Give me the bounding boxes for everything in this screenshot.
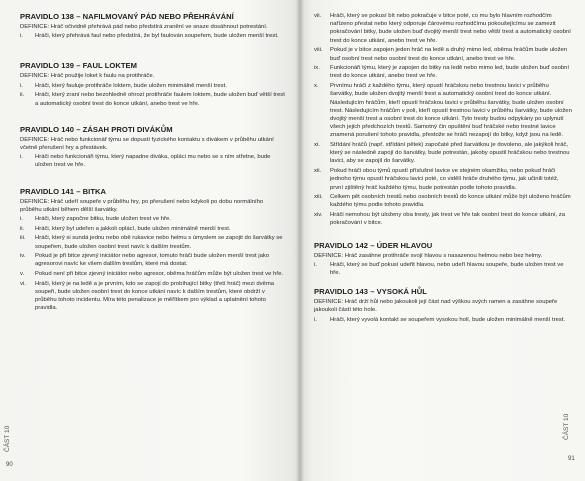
rule-item bbox=[20, 91, 286, 107]
item-number: iii. bbox=[20, 235, 26, 242]
item-number: xiv. bbox=[314, 212, 323, 219]
rule-item bbox=[314, 82, 573, 139]
rule-title: PRAVIDLO 141 – BITKA bbox=[20, 186, 107, 196]
rule-definition: DEFINICE: Hráč nebo funkcionář týmu se dopustí fyzického kontaktu s divákem v průběhu utkání včetně přerušení hry a přestávek. bbox=[20, 136, 274, 151]
page-number: 91 bbox=[568, 456, 575, 462]
rule-141-continued bbox=[314, 12, 573, 228]
rule-item bbox=[20, 234, 286, 250]
page-number: 90 bbox=[6, 462, 13, 468]
item-number: i. bbox=[314, 316, 317, 323]
right-page bbox=[300, 0, 585, 481]
item-number: x. bbox=[314, 83, 319, 90]
rule-item bbox=[314, 64, 573, 80]
rule-definition: DEFINICE: Hráč očividně přehrává pád nebo předstírá zranění ve snaze dosáhnout potrestání. bbox=[20, 24, 268, 30]
rule-title: PRAVIDLO 143 – VYSOKÁ HŮL bbox=[314, 287, 427, 297]
item-number: i. bbox=[20, 215, 23, 222]
rule-definition: DEFINICE: Hráč použije loket k faulu na protihráče. bbox=[20, 73, 155, 80]
rule-141 bbox=[20, 187, 286, 313]
rule-142 bbox=[314, 241, 573, 278]
item-text: Celkem pět osobních trestů nebo osobních trestů do konce utkání může být uloženo hráčům každého týmu podle tohoto pravidla. bbox=[330, 194, 571, 209]
item-number: i. bbox=[314, 261, 317, 268]
rule-item bbox=[20, 32, 286, 40]
rule-items bbox=[20, 82, 286, 108]
item-number: vi. bbox=[20, 280, 26, 287]
rule-title: PRAVIDLO 138 – NAFILMOVANÝ PÁD NEBO PŘEHRÁVÁNÍ bbox=[20, 12, 234, 21]
chapter-label: ČÁST 10 bbox=[563, 413, 570, 440]
item-text: Pokud není při bitce zjevný iniciátor nebo agresor, oběma hráčům může být uložen trest ve hře. bbox=[35, 271, 284, 278]
rule-items bbox=[20, 32, 286, 40]
rule-item bbox=[20, 252, 286, 268]
rule-definition: DEFINICE: Hráč zasáhne protihráče svojí hlavou s nasazenou helmou nebo bez helmy. bbox=[314, 252, 543, 259]
rule-items bbox=[314, 316, 573, 324]
rule-items bbox=[314, 261, 573, 277]
item-text: Pokud je v bitce zapojen jeden hráč na ledě a druhý mimo led, oběma hráčům bude uložen buď osobní trest nebo osobní trest do konce utkání, anebo trest ve hře. bbox=[330, 47, 568, 62]
rule-item bbox=[20, 225, 286, 233]
item-text: Hráči, který byl udeřen a jakkoli oplácí, bude uložen minimálně menší trest. bbox=[35, 225, 231, 232]
rule-item bbox=[20, 153, 286, 169]
item-text: Pokud je při bitce zjevný iniciátor nebo agresor, tomuto hráči bude uložen menší trest jako agresorovi navíc ke všem dalším trestům, které má dostat. bbox=[35, 253, 270, 268]
rule-item bbox=[314, 141, 573, 166]
rule-title: PRAVIDLO 142 – ÚDER HLAVOU bbox=[314, 240, 433, 250]
rule-item bbox=[20, 270, 286, 278]
rule-item bbox=[314, 261, 573, 277]
rule-definition: DEFINICE: Hráč udeří soupeře v průběhu hry, po přerušení nebo kdykoli po dobu normálního průběhu utkání během dělší šarvátky. bbox=[20, 198, 264, 213]
item-text: Pokud hráči obou týmů opustí příslušné lavice ve stejném okamžiku, nebo pokud hráči jednoho týmu opustí hráčskou lavici poté, co vidělí hráče druhého týmu, jak učinili totéž, první zjištěný hráč každého týmu, bude potrestán podle tohoto pravidla. bbox=[330, 168, 559, 191]
rule-item bbox=[20, 215, 286, 223]
item-text: Hráči, který se buď pokusí udeřit hlavou, nebo udeří hlavou soupeře, bude uložen trest ve hře. bbox=[330, 261, 564, 276]
rule-title: PRAVIDLO 139 – FAUL LOKTEM bbox=[20, 61, 138, 71]
item-text: Hráči, který se pokusí bít nebo pokračuje v bitce poté, co mu bylo hlavním rozhodčím nařízeno přestat nebo který odporuje čárovému rozhodčímu pokoušejícímu se zamezit pokračování bitky, bude uložen buď dvojitý menší trest nebo větší trest a automatický osobní trest do konce utkání, anebo trest ve hře. bbox=[330, 13, 571, 44]
rule-item bbox=[314, 12, 573, 45]
rule-item bbox=[20, 82, 286, 90]
item-text: Střídání hráčů (např. střídání pětek) započaté před šarvátkou je dovoleno, ale jakýkoli hráč, který se následně zapojí do šarvátky, bude potrestán, jakoby opustil hráčskou nebo trestnou lavici, aby se zapojil do šarvátky. bbox=[330, 142, 570, 165]
rule-item bbox=[20, 280, 286, 313]
item-text: Hráči, který fauluje protihráče loktem, bude uložen minimálně menší trest. bbox=[35, 82, 227, 89]
item-text: Hráči nebo funkcionáři týmu, který napadne diváka, opláci mu nebo se s ním střetne, bude uložen trest ve hře. bbox=[35, 154, 271, 169]
item-text: Hráči, který započne bitku, bude uložen trest ve hře. bbox=[35, 215, 171, 222]
item-number: v. bbox=[20, 271, 25, 278]
item-number: xiii. bbox=[314, 194, 323, 201]
item-number: ii. bbox=[20, 225, 25, 232]
rule-139 bbox=[20, 61, 286, 107]
rule-items bbox=[20, 153, 286, 169]
rule-item bbox=[314, 167, 573, 192]
rule-items bbox=[20, 215, 286, 313]
rule-143 bbox=[314, 287, 573, 324]
rule-definition: DEFINICE: Hráč drží hůl nebo jakoukoli její část nad výškou svých ramen a zasáhne soupeře jakoukoli částí této hole. bbox=[314, 299, 558, 314]
item-number: i. bbox=[20, 154, 23, 161]
item-text: Funkcionáři týmu, který je zapojen do bitky na ledě nebo mimo led, bude uložen buď osobní trest do konce utkání, anebo trest ve hře. bbox=[330, 65, 570, 80]
item-number: i. bbox=[20, 33, 23, 40]
item-number: xii. bbox=[314, 168, 322, 175]
rule-item bbox=[314, 316, 573, 324]
item-text: Hráči, který si sundá jednu nebo obě rukavice nebo helmu s úmyslem se zapojit do šarvátky se soupeřem, bude uložen osobní trest navíc k dalším trestům. bbox=[35, 235, 283, 250]
item-text: Prvnímu hráči z každého týmu, který opustí hráčskou nebo trestnou lavici v průběhu šarvátky, bude uložen dvojitý menší trest a automatický osobní trest do konce utkání. Následujícím hráčům, kteří opustí hráčskou lavici v průběhu šarvátky, bude uložen osobní trest. Následujícím hráčům v poli, kteří opustí trestnou lavici v průběhu šarvátky, bude uložen dvojitý menší trest a osobní trest do konce utkání. Tyto tresty budou odpykány po uplynutí všech jejich předchozích trestů. Samotný čin opuštění buď hráčské nebo trestné lavice znamená porušení tohoto pravidla, přestože se hráči nezapojí do bitky, když jsou na ledě. bbox=[330, 83, 572, 139]
rule-title: PRAVIDLO 140 – ZÁSAH PROTI DIVÁKŮM bbox=[20, 124, 173, 134]
item-number: xi. bbox=[314, 142, 320, 149]
rule-item bbox=[314, 46, 573, 62]
item-text: Hráči, který je na ledě a je prvním, kdo se zapojí do probíhající bitky (třetí hráč) mezi dvěma soupeři, bude uložen osobní trest do konce utkání navíc k dalším trestům, které obdrží v průběhu tohoto incidentu. Míra této penalizace je měřítkem pro výklad a uplatnění tohoto pravidla. bbox=[35, 280, 274, 312]
rule-items bbox=[314, 12, 573, 228]
item-number: viii. bbox=[314, 47, 323, 54]
rule-item bbox=[314, 211, 573, 227]
item-number: ii. bbox=[20, 92, 25, 99]
item-text: Hráči, který vyvolá kontakt se soupeřem vysokou holí, bude uložen minimálně menší trest. bbox=[330, 316, 566, 323]
item-number: i. bbox=[20, 82, 23, 89]
item-text: Hráči, který zraní nebo bezohledně ohrozí protihráče faulem loktem, bude uložen buď větší trest a automatický osobní trest do konce utkání, anebo trest ve hře. bbox=[35, 92, 285, 107]
item-text: Hráči, který přehrává faul nebo předstírá, že byl faulován soupeřem, bude uložen menší trest. bbox=[35, 33, 279, 40]
item-number: iv. bbox=[20, 253, 26, 260]
book-gutter bbox=[296, 0, 304, 481]
item-number: vii. bbox=[314, 13, 322, 19]
rule-138 bbox=[20, 12, 286, 40]
item-text: Hráči nemohou být uloženy oba tresty, jak trest ve hře tak osobní trest do konce utkání, za pokračování v bitce. bbox=[330, 212, 565, 227]
item-number: ix. bbox=[314, 65, 320, 72]
rule-item bbox=[314, 193, 573, 209]
rule-140 bbox=[20, 125, 286, 170]
chapter-label: ČÁST 10 bbox=[4, 425, 11, 452]
